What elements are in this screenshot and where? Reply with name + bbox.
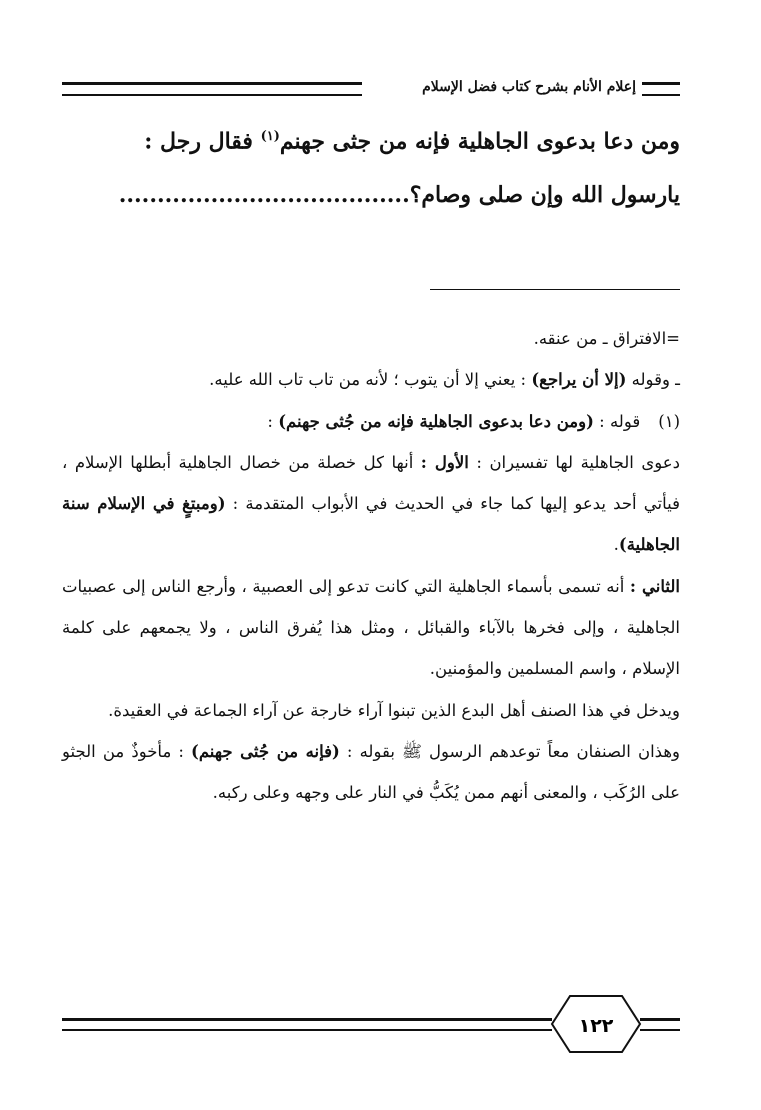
hadith-text xyxy=(62,110,680,222)
page-number-badge xyxy=(550,994,642,1060)
page-number: ١٢٢ xyxy=(578,1015,614,1037)
footnote-1 xyxy=(62,401,680,442)
footer-rule-left xyxy=(62,1018,552,1031)
first-meaning-lead: دعوى الجاهلية لها تفسيران : xyxy=(468,452,680,472)
note-1-text: ـ وقوله xyxy=(626,370,680,390)
page-footer xyxy=(62,994,680,1064)
footnote-1-quote: (ومن دعا بدعوى الجاهلية فإنه من جُثى جهنم) xyxy=(278,411,594,431)
second-meaning-label: الثاني : xyxy=(629,576,680,596)
footnotes xyxy=(62,318,680,814)
header-title: إعلام الأنام بشرح كتاب فضل الإسلام xyxy=(422,79,636,95)
header-rule-left xyxy=(62,82,362,96)
note-continuation: =الافتراق ـ من عنقه. xyxy=(533,329,680,348)
header-rule-right xyxy=(642,82,680,96)
hadith-line-1-text: ومن دعا بدعوى الجاهلية فإنه من جثى جهنم xyxy=(279,128,680,155)
footnote-number: (١) xyxy=(658,411,680,431)
footer-rule-right xyxy=(640,1018,680,1031)
both-types-text: : مأخوذٌ من الجثو على الرُكَب ، والمعنى أنهم ممن يُكَبُّ في النار على وجهه وعلى ركبه. xyxy=(62,741,680,803)
both-types-lead: وهذان الصنفان معاً توعدهم الرسول ﷺ بقوله : xyxy=(339,741,680,761)
first-meaning-text: أنها كل خصلة من خصال الجاهلية أبطلها الإسلام ، فيأتي أحد يدعو إليها كما جاء في الحديث في الأبواب المتقدمة : xyxy=(62,452,680,514)
hadith-line-2: يارسول الله وإن صلى وصام؟...................................... xyxy=(118,182,680,209)
running-header xyxy=(62,77,680,99)
footnote-1-colon: : xyxy=(267,411,279,431)
note-1-rest: : يعني إلا أن يتوب ؛ لأنه من تاب تاب الله عليه. xyxy=(209,370,532,390)
note-paragraph-first-meaning xyxy=(62,442,680,566)
both-types-quote: (فإنه من جُثى جهنم) xyxy=(191,741,340,761)
note-paragraph-both-types xyxy=(62,731,680,814)
second-meaning-text: أنه تسمى بأسماء الجاهلية التي كانت تدعو إلى العصبية ، وأرجع الناس إلى عصبيات الجاهلية ، وإلى فخرها بالآباء والقبائل ، ومثل هذا يُفرق الناس ، ولا يجمعهم على كلمة الإسلام ، واسم المسلمين والمؤمنين. xyxy=(62,576,680,679)
note-paragraph-second-meaning xyxy=(62,566,680,690)
note-paragraph-1 xyxy=(62,359,680,400)
hadith-line-1-tail: فقال رجل : xyxy=(144,128,261,155)
footnote-separator xyxy=(430,289,680,290)
footnote-1-lead: قوله : xyxy=(593,411,641,431)
hadith-line-1 xyxy=(62,110,680,168)
first-meaning-quote: (ومبتغٍ في الإسلام سنة الجاهلية) xyxy=(62,494,680,555)
footnote-reference-1[interactable]: (١) xyxy=(260,129,280,144)
first-meaning-label: الأول : xyxy=(420,452,469,472)
note-paragraph-innovators: ويدخل في هذا الصنف أهل البدع الذين تبنوا آراء خارجة عن آراء الجماعة في العقيدة. xyxy=(108,700,680,720)
note-1-quote: (إلا أن يراجع) xyxy=(531,370,627,390)
first-meaning-end: . xyxy=(613,535,619,555)
